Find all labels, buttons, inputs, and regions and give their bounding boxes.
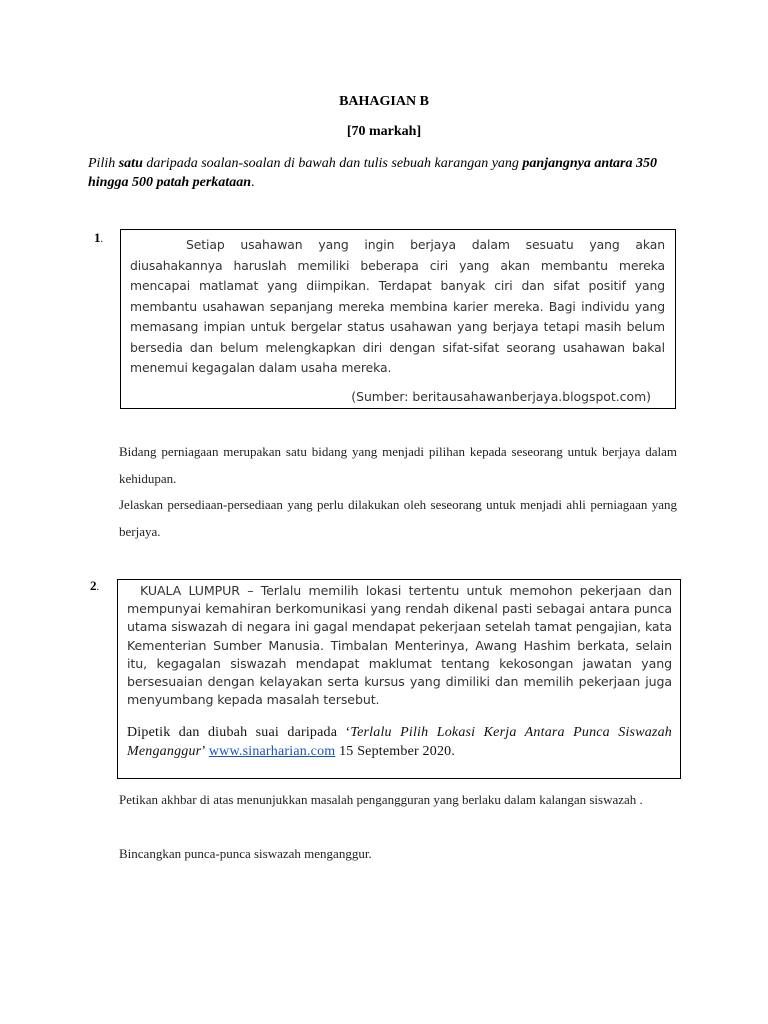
question-2-credit-link[interactable]: www.sinarharian.com: [208, 744, 336, 760]
question-2-number-dot: .: [96, 582, 99, 593]
instruction-length: panjangnya antara 350 hingga 500 patah perkataan: [88, 156, 658, 190]
question-2-number: [90, 578, 99, 594]
instruction-part2: daripada soalan-soalan di bawah dan tulis sebuah karangan yang: [142, 156, 523, 171]
question-2-context: Petikan akhbar di atas menunjukkan masalah pengangguran yang berlaku dalam kalangan siswazah .: [119, 792, 643, 807]
question-2-number-text: 2: [90, 578, 97, 593]
question-1-context: Bidang perniagaan merupakan satu bidang yang menjadi pilihan kepada seseorang untuk berjaya dalam kehidupan.: [119, 444, 677, 486]
question-1-source: (Sumber: beritausahawanberjaya.blogspot.com): [351, 388, 651, 404]
question-1-excerpt-box: [120, 229, 676, 409]
section-marks: [70 markah]: [346, 124, 422, 139]
question-1-number-text: 1: [94, 230, 101, 245]
question-2-excerpt-box: [117, 579, 681, 779]
instruction-text: [88, 154, 688, 192]
instruction-part1: Pilih: [88, 156, 119, 171]
question-2-credit-mid: ’: [201, 744, 209, 760]
question-1-number-dot: .: [100, 234, 103, 245]
question-1-excerpt: Setiap usahawan yang ingin berjaya dalam sesuatu yang akan diusahakannya haruslah memiliki beberapa ciri yang akan membantu mereka mencapai matlamat yang diimpikan. Terdapat banyak ciri dan sifat positif yang membantu usahawan sepanjang mereka membina karier mereka. Bagi individu yang memasang impian untuk bergelar status usahawan yang berjaya tetapi masih belum bersedia dan belum melengkapkan diri dengan sifat-sifat seorang usahawan bakal menemui kegagalan dalam usaha mereka.: [130, 237, 665, 375]
question-2-credit-prefix: Dipetik dan diubah suai daripada ‘: [127, 725, 351, 741]
instruction-satu: satu: [118, 156, 143, 171]
question-1-task: Jelaskan persediaan-persediaan yang perlu dilakukan oleh seseorang untuk menjadi ahli perniagaan yang berjaya.: [119, 497, 677, 539]
question-2-credit-title: Terlalu Pilih Lokasi Kerja Antara Punca Siswazah Menganggur: [127, 725, 672, 760]
question-2-task: Bincangkan punca-punca siswazah menganggur.: [119, 846, 372, 861]
question-1-number: [94, 230, 103, 246]
instruction-end: .: [250, 175, 255, 190]
question-2-credit: [127, 723, 672, 761]
question-2-credit-date: 15 September 2020.: [335, 744, 456, 760]
section-title: BAHAGIAN B: [339, 94, 429, 109]
question-2-excerpt: KUALA LUMPUR – Terlalu memilih lokasi tertentu untuk memohon pekerjaan dan mempunyai kemahiran berkomunikasi yang rendah dikenal pasti sebagai antara punca utama siswazah di negara ini gagal mendapat pekerjaan setelah tamat pengajian, kata Kementerian Sumber Manusia. Timbalan Menterinya, Awang Hashim berkata, selain itu, kegagalan siswazah mendapat maklumat tentang kekosongan jawatan yang bersesuaian dengan kelayakan serta kursus yang dimiliki dan memilih pekerjaan juga menyumbang kepada masalah tersebut.: [127, 583, 672, 708]
